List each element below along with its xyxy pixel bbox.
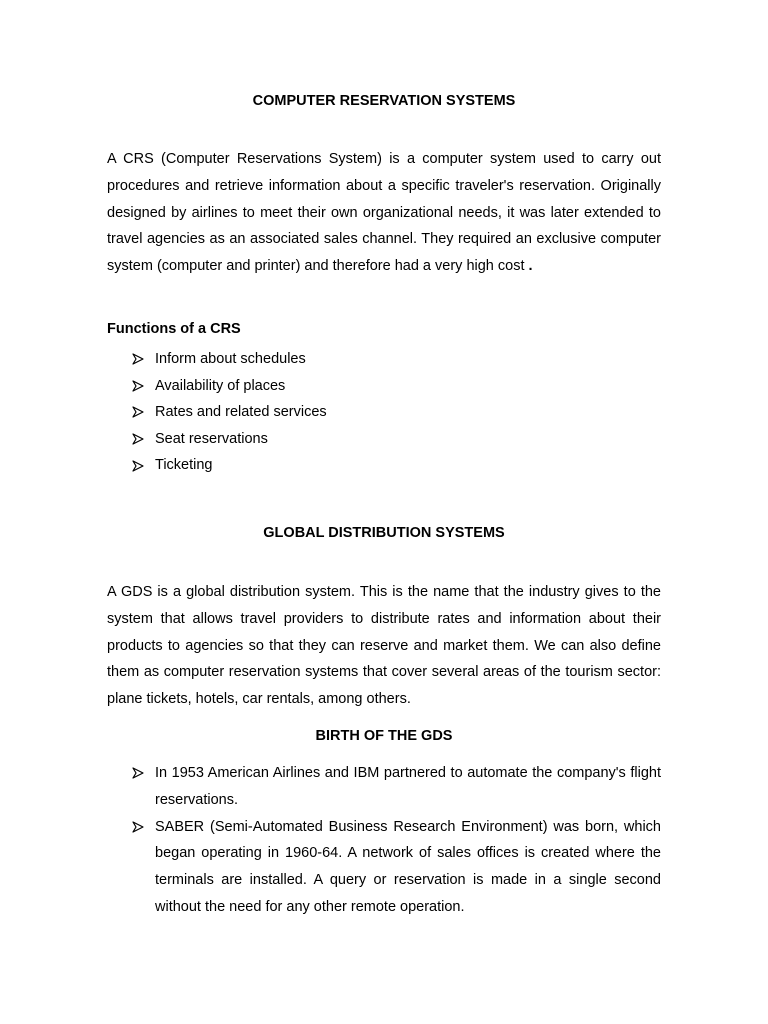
paragraph-crs-text: A CRS (Computer Reservations System) is a computer system used to carry out procedures and retrieve information about a specific traveler's reservation. Originally designed by airlines to meet their own organizational needs, it was later extended to travel agencies as an associated sales channel. They required an exclusive computer system (computer and printer) and therefore had a very high cost (107, 151, 661, 275)
list-item (0, 399, 768, 426)
heading-computer-reservation-systems: COMPUTER RESERVATION SYSTEMS (252, 93, 516, 109)
list-item-text: Rates and related services (155, 404, 327, 421)
arrow-bullet-icon (130, 346, 146, 373)
arrow-bullet-icon (130, 452, 146, 479)
arrow-bullet-icon (130, 373, 146, 400)
list-item-text: In 1953 American Airlines and IBM partnered to automate the company's flight reservations. (155, 765, 661, 808)
arrow-bullet-icon (130, 426, 146, 453)
paragraph-crs-end: . (524, 258, 533, 275)
list-item (0, 426, 768, 453)
arrow-bullet-icon (130, 760, 146, 787)
list-item-text: Inform about schedules (155, 351, 306, 367)
list-item-text: Ticketing (155, 457, 213, 474)
list-item-text: SABER (Semi-Automated Business Research Environment) was born, which began operating in 1960-64. A network of sales offices is created where the terminals are installed. A query or reservation is made in a single second without the need for any other remote operation. (155, 818, 661, 915)
arrow-bullet-icon (130, 399, 146, 426)
list-item-text: Availability of places (155, 377, 286, 394)
paragraph-crs (107, 146, 661, 280)
list-item (0, 760, 661, 814)
heading-global-distribution-systems: GLOBAL DISTRIBUTION SYSTEMS (263, 525, 505, 541)
list-item (0, 814, 661, 921)
functions-heading: Functions of a CRS (107, 321, 241, 337)
arrow-bullet-icon (130, 814, 146, 841)
list-item-text: Seat reservations (155, 430, 268, 447)
heading-birth-of-the-gds: BIRTH OF THE GDS (315, 728, 453, 744)
paragraph-gds: A GDS is a global distribution system. This is the name that the industry gives to the system that allows travel providers to distribute rates and information about their products to agencies so that they can reserve and market them. We can also define them as computer reservation systems that cover several areas of the tourism sector: plane tickets, hotels, car rentals, among others. (107, 584, 661, 708)
list-item (0, 452, 768, 479)
list-item (0, 346, 768, 373)
birth-list (0, 760, 768, 921)
functions-list (0, 346, 768, 479)
list-item (0, 373, 768, 400)
